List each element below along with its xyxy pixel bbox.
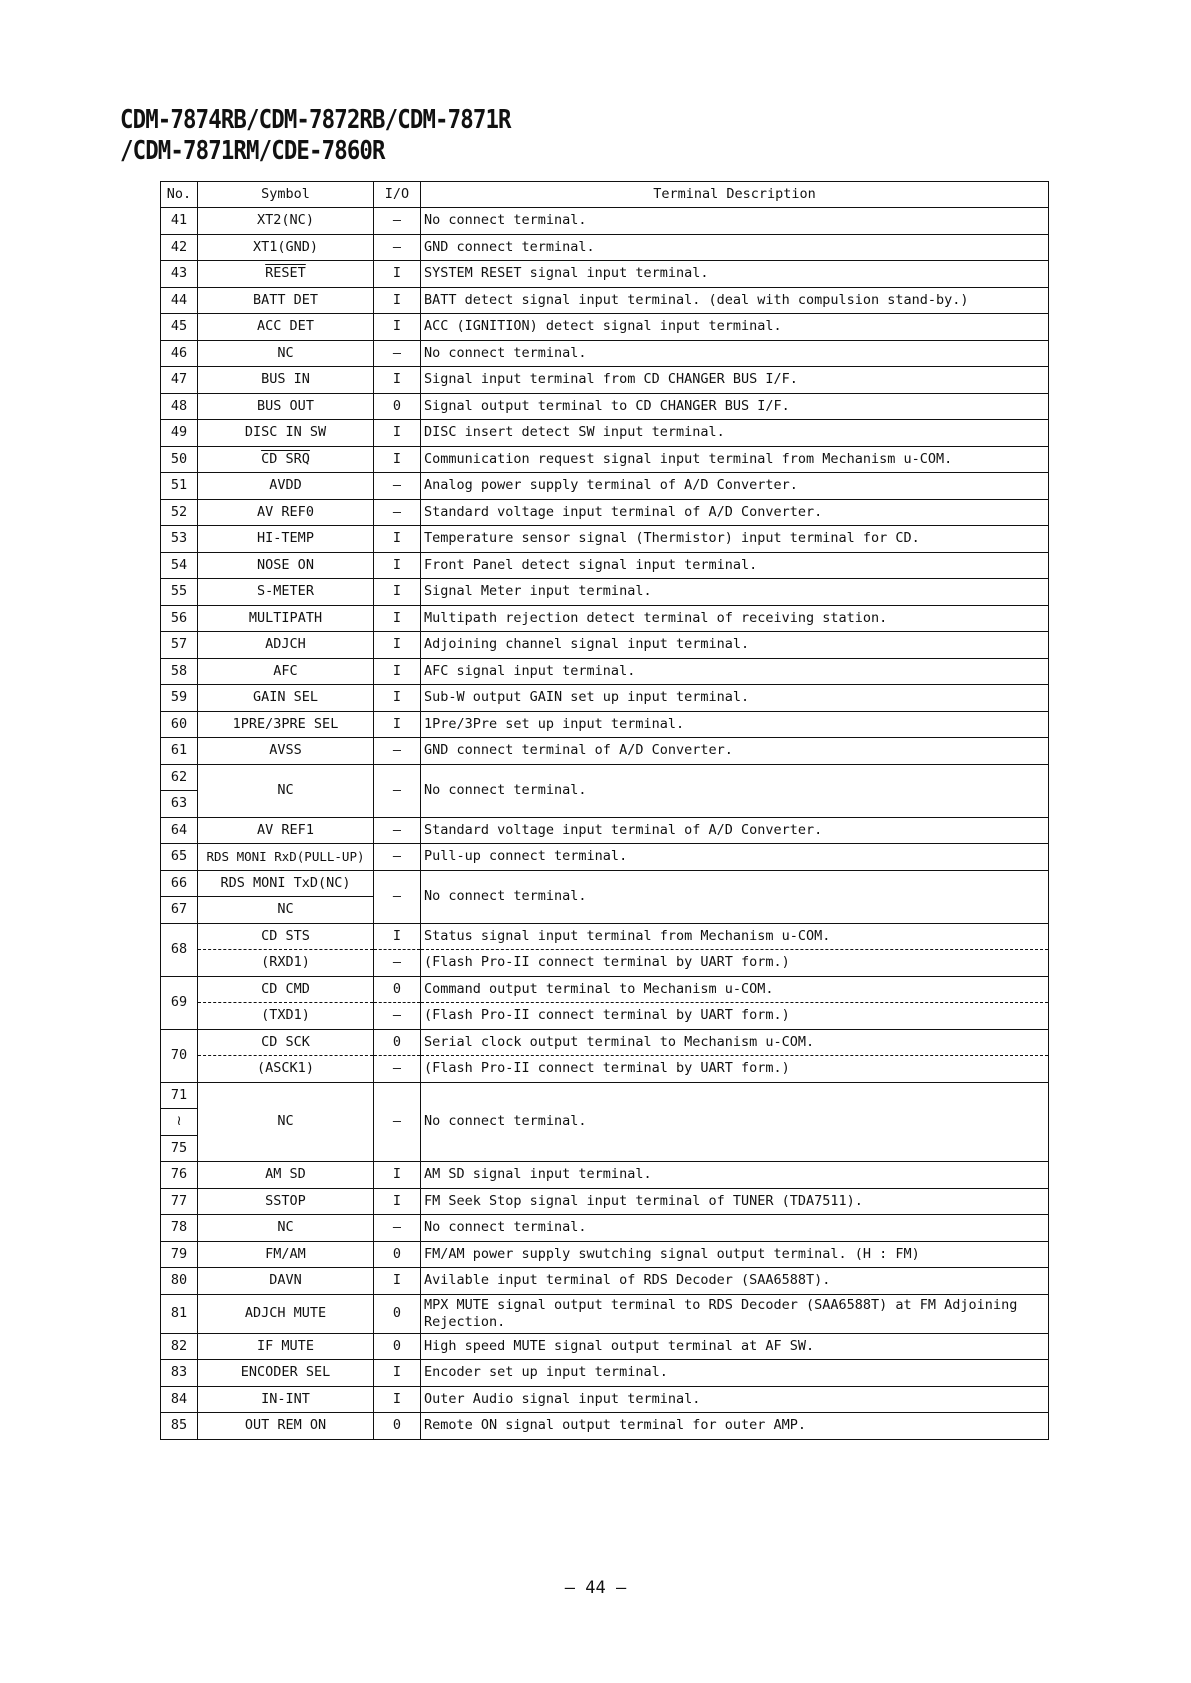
row-symbol: IN-INT: [198, 1386, 374, 1413]
row-no: 58: [161, 658, 198, 685]
row-io: –: [374, 234, 421, 261]
row-no: 60: [161, 711, 198, 738]
row-io: I: [374, 552, 421, 579]
row-io: I: [374, 685, 421, 712]
table-row: [161, 817, 1049, 844]
row-description: No connect terminal.: [421, 1082, 1049, 1162]
document-title: [120, 105, 511, 167]
table-row: [161, 340, 1049, 367]
row-description: ACC (IGNITION) detect signal input terminal.: [421, 314, 1049, 341]
row-description: FM Seek Stop signal input terminal of TUNER (TDA7511).: [421, 1188, 1049, 1215]
row-symbol: ADJCH MUTE: [198, 1294, 374, 1333]
table-row: [161, 1333, 1049, 1360]
row-symbol-alt: (RXD1): [198, 950, 374, 977]
row-description: Adjoining channel signal input terminal.: [421, 632, 1049, 659]
row-symbol: NOSE ON: [198, 552, 374, 579]
row-io: 0: [374, 1333, 421, 1360]
row-no: 70: [161, 1029, 198, 1082]
row-description: Avilable input terminal of RDS Decoder (SAA6588T).: [421, 1268, 1049, 1295]
row-no: 85: [161, 1413, 198, 1440]
row-io-alt: –: [374, 1056, 421, 1083]
row-no: 80: [161, 1268, 198, 1295]
row-no: 67: [161, 897, 198, 924]
row-no: 79: [161, 1241, 198, 1268]
table-row: [161, 552, 1049, 579]
row-io: –: [374, 340, 421, 367]
row-symbol: 1PRE/3PRE SEL: [198, 711, 374, 738]
row-description: DISC insert detect SW input terminal.: [421, 420, 1049, 447]
row-io: I: [374, 1386, 421, 1413]
row-symbol: CD CMD: [198, 976, 374, 1003]
row-no: 55: [161, 579, 198, 606]
row-no: 71: [161, 1082, 198, 1109]
row-description: Front Panel detect signal input terminal.: [421, 552, 1049, 579]
row-io: I: [374, 261, 421, 288]
table-row: [161, 923, 1049, 950]
row-io: –: [374, 1215, 421, 1242]
row-io: I: [374, 711, 421, 738]
row-description: No connect terminal.: [421, 340, 1049, 367]
row-symbol: XT1(GND): [198, 234, 374, 261]
title-line-2: /CDM-7871RM/CDE-7860R: [120, 136, 385, 166]
row-description: No connect terminal.: [421, 870, 1049, 923]
row-no: 78: [161, 1215, 198, 1242]
row-no: 56: [161, 605, 198, 632]
row-description: Pull-up connect terminal.: [421, 844, 1049, 871]
row-no: 68: [161, 923, 198, 976]
row-no: 64: [161, 817, 198, 844]
row-symbol: AM SD: [198, 1162, 374, 1189]
row-symbol: RESET: [198, 261, 374, 288]
row-description: Standard voltage input terminal of A/D Converter.: [421, 817, 1049, 844]
row-symbol: RDS MONI RxD(PULL-UP): [198, 844, 374, 871]
row-description: Temperature sensor signal (Thermistor) input terminal for CD.: [421, 526, 1049, 553]
row-description: BATT detect signal input terminal. (deal with compulsion stand-by.): [421, 287, 1049, 314]
row-symbol: MULTIPATH: [198, 605, 374, 632]
row-symbol: GAIN SEL: [198, 685, 374, 712]
row-symbol: AV REF1: [198, 817, 374, 844]
table-row: [161, 446, 1049, 473]
row-description: FM/AM power supply swutching signal output terminal. (H : FM): [421, 1241, 1049, 1268]
row-symbol: SSTOP: [198, 1188, 374, 1215]
terminal-table: [160, 181, 1049, 1440]
row-symbol: XT2(NC): [198, 208, 374, 235]
row-symbol: HI-TEMP: [198, 526, 374, 553]
table-row: [161, 473, 1049, 500]
table-row: [161, 1294, 1049, 1333]
row-no: 47: [161, 367, 198, 394]
table-row: [161, 685, 1049, 712]
row-symbol: NC: [198, 1082, 374, 1162]
row-no: 44: [161, 287, 198, 314]
row-symbol: NC: [198, 897, 374, 924]
row-symbol-alt: (TXD1): [198, 1003, 374, 1030]
row-description: No connect terminal.: [421, 764, 1049, 817]
table-row: [161, 1162, 1049, 1189]
table-row: [161, 234, 1049, 261]
row-description: Standard voltage input terminal of A/D Converter.: [421, 499, 1049, 526]
row-no: 65: [161, 844, 198, 871]
row-io: –: [374, 208, 421, 235]
row-no: 69: [161, 976, 198, 1029]
row-description: Command output terminal to Mechanism u-COM.: [421, 976, 1049, 1003]
table-row: [161, 499, 1049, 526]
row-no: 84: [161, 1386, 198, 1413]
table-row: [161, 711, 1049, 738]
table-row: [161, 1056, 1049, 1083]
row-description: Sub-W output GAIN set up input terminal.: [421, 685, 1049, 712]
table-row: [161, 844, 1049, 871]
row-symbol: DISC IN SW: [198, 420, 374, 447]
row-no: 49: [161, 420, 198, 447]
row-description: Status signal input terminal from Mechanism u-COM.: [421, 923, 1049, 950]
table-row: [161, 738, 1049, 765]
row-no: 48: [161, 393, 198, 420]
row-no: 62: [161, 764, 198, 791]
row-io: –: [374, 870, 421, 923]
title-line-1: CDM-7874RB/CDM-7872RB/CDM-7871R: [120, 105, 511, 135]
row-io: 0: [374, 976, 421, 1003]
row-io: I: [374, 923, 421, 950]
table-row: [161, 579, 1049, 606]
row-no: 83: [161, 1360, 198, 1387]
row-no: 52: [161, 499, 198, 526]
row-symbol: NC: [198, 764, 374, 817]
row-description: Outer Audio signal input terminal.: [421, 1386, 1049, 1413]
row-io: I: [374, 526, 421, 553]
row-io: –: [374, 499, 421, 526]
row-description: SYSTEM RESET signal input terminal.: [421, 261, 1049, 288]
header-description: Terminal Description: [421, 182, 1049, 208]
row-no: 46: [161, 340, 198, 367]
row-no: 53: [161, 526, 198, 553]
row-symbol: NC: [198, 340, 374, 367]
row-io: I: [374, 605, 421, 632]
row-io: I: [374, 1162, 421, 1189]
row-description: GND connect terminal of A/D Converter.: [421, 738, 1049, 765]
row-no: 75: [161, 1135, 198, 1162]
table-row: [161, 764, 1049, 791]
row-no: 42: [161, 234, 198, 261]
row-symbol: AFC: [198, 658, 374, 685]
row-no: 63: [161, 791, 198, 818]
row-io: 0: [374, 1294, 421, 1333]
table-row: [161, 208, 1049, 235]
row-symbol: CD SCK: [198, 1029, 374, 1056]
table-row: [161, 1188, 1049, 1215]
row-no-range: ≀: [161, 1109, 198, 1136]
row-symbol-alt: (ASCK1): [198, 1056, 374, 1083]
row-description: AFC signal input terminal.: [421, 658, 1049, 685]
table-row: [161, 1215, 1049, 1242]
row-description: Signal Meter input terminal.: [421, 579, 1049, 606]
row-no: 81: [161, 1294, 198, 1333]
table-row: [161, 1386, 1049, 1413]
row-io: 0: [374, 1029, 421, 1056]
table-row: [161, 393, 1049, 420]
row-io: I: [374, 579, 421, 606]
row-io: I: [374, 287, 421, 314]
row-description: Communication request signal input terminal from Mechanism u-COM.: [421, 446, 1049, 473]
row-description: No connect terminal.: [421, 1215, 1049, 1242]
row-description: Signal input terminal from CD CHANGER BUS I/F.: [421, 367, 1049, 394]
table-row: [161, 1360, 1049, 1387]
row-symbol: BUS IN: [198, 367, 374, 394]
row-symbol: AV REF0: [198, 499, 374, 526]
row-symbol: AVSS: [198, 738, 374, 765]
row-no: 66: [161, 870, 198, 897]
table-row: [161, 367, 1049, 394]
row-description: AM SD signal input terminal.: [421, 1162, 1049, 1189]
row-symbol: DAVN: [198, 1268, 374, 1295]
row-no: 59: [161, 685, 198, 712]
row-symbol: CD SRQ: [198, 446, 374, 473]
table-row: [161, 1082, 1049, 1109]
table-row: [161, 605, 1049, 632]
row-io: I: [374, 314, 421, 341]
header-symbol: Symbol: [198, 182, 374, 208]
row-io: I: [374, 632, 421, 659]
row-description: Analog power supply terminal of A/D Converter.: [421, 473, 1049, 500]
row-symbol: BUS OUT: [198, 393, 374, 420]
row-io: 0: [374, 1241, 421, 1268]
table-row: [161, 314, 1049, 341]
row-io: I: [374, 1188, 421, 1215]
row-description: Signal output terminal to CD CHANGER BUS I/F.: [421, 393, 1049, 420]
row-no: 54: [161, 552, 198, 579]
table-row: [161, 1413, 1049, 1440]
table-row: [161, 420, 1049, 447]
table-row: [161, 1241, 1049, 1268]
row-no: 77: [161, 1188, 198, 1215]
table-row: [161, 1268, 1049, 1295]
table-row: [161, 632, 1049, 659]
row-symbol: ADJCH: [198, 632, 374, 659]
table-row: [161, 261, 1049, 288]
row-io: –: [374, 844, 421, 871]
row-no: 51: [161, 473, 198, 500]
row-io-alt: –: [374, 1003, 421, 1030]
row-no: 76: [161, 1162, 198, 1189]
row-io: 0: [374, 1413, 421, 1440]
row-description: High speed MUTE signal output terminal at AF SW.: [421, 1333, 1049, 1360]
row-no: 45: [161, 314, 198, 341]
row-io: I: [374, 446, 421, 473]
row-description-alt: (Flash Pro-II connect terminal by UART form.): [421, 950, 1049, 977]
row-io: 0: [374, 393, 421, 420]
page-number: — 44 —: [564, 1578, 627, 1598]
table-row: [161, 950, 1049, 977]
row-io-alt: –: [374, 950, 421, 977]
row-description: Remote ON signal output terminal for outer AMP.: [421, 1413, 1049, 1440]
row-symbol: NC: [198, 1215, 374, 1242]
row-symbol: OUT REM ON: [198, 1413, 374, 1440]
row-symbol: IF MUTE: [198, 1333, 374, 1360]
row-description-alt: (Flash Pro-II connect terminal by UART form.): [421, 1056, 1049, 1083]
row-symbol: AVDD: [198, 473, 374, 500]
row-io: –: [374, 764, 421, 817]
row-description: Serial clock output terminal to Mechanism u-COM.: [421, 1029, 1049, 1056]
row-symbol: FM/AM: [198, 1241, 374, 1268]
row-no: 41: [161, 208, 198, 235]
table-row: [161, 1003, 1049, 1030]
row-symbol: ENCODER SEL: [198, 1360, 374, 1387]
row-io: –: [374, 473, 421, 500]
table-row: [161, 976, 1049, 1003]
row-symbol: S-METER: [198, 579, 374, 606]
row-io: I: [374, 1360, 421, 1387]
table-row: [161, 526, 1049, 553]
row-description: Multipath rejection detect terminal of receiving station.: [421, 605, 1049, 632]
row-description: GND connect terminal.: [421, 234, 1049, 261]
row-symbol: ACC DET: [198, 314, 374, 341]
row-description: No connect terminal.: [421, 208, 1049, 235]
row-symbol: RDS MONI TxD(NC): [198, 870, 374, 897]
table-row: [161, 870, 1049, 897]
header-io: I/O: [374, 182, 421, 208]
row-description: MPX MUTE signal output terminal to RDS Decoder (SAA6588T) at FM Adjoining Rejection.: [421, 1294, 1049, 1333]
row-no: 57: [161, 632, 198, 659]
row-symbol: CD STS: [198, 923, 374, 950]
table-row: [161, 287, 1049, 314]
row-description: 1Pre/3Pre set up input terminal.: [421, 711, 1049, 738]
row-io: –: [374, 738, 421, 765]
row-no: 50: [161, 446, 198, 473]
table-row: [161, 658, 1049, 685]
row-no: 82: [161, 1333, 198, 1360]
row-io: I: [374, 367, 421, 394]
row-io: –: [374, 1082, 421, 1162]
row-io: I: [374, 1268, 421, 1295]
row-io: –: [374, 817, 421, 844]
row-symbol: BATT DET: [198, 287, 374, 314]
table-row: [161, 1029, 1049, 1056]
row-description-alt: (Flash Pro-II connect terminal by UART form.): [421, 1003, 1049, 1030]
table-header-row: [161, 182, 1049, 208]
row-no: 43: [161, 261, 198, 288]
row-description: Encoder set up input terminal.: [421, 1360, 1049, 1387]
row-no: 61: [161, 738, 198, 765]
header-no: No.: [161, 182, 198, 208]
row-io: I: [374, 658, 421, 685]
row-io: I: [374, 420, 421, 447]
